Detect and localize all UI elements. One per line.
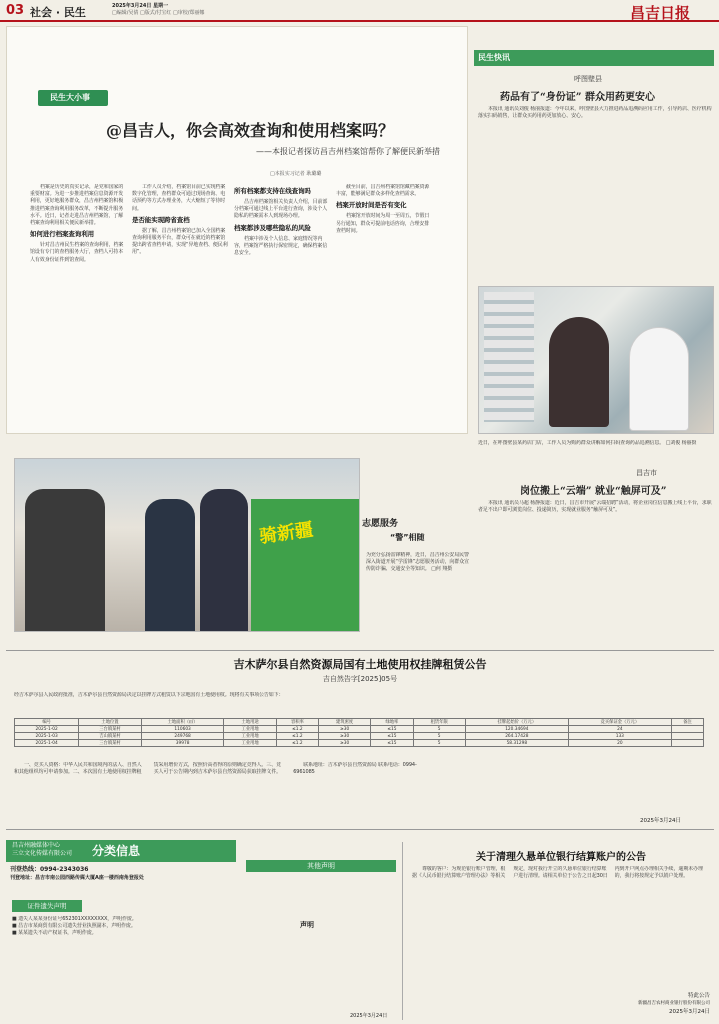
table-cell: ≤15	[371, 733, 413, 740]
dateline	[112, 3, 204, 17]
lead-byline: □本报实习记者 耿璐璐	[270, 171, 322, 177]
lead-subheading: 档案开放时间是否有变化	[336, 201, 407, 210]
table-cell: 39978	[141, 740, 224, 747]
table-header-cell: 挂牌起始价（万元）	[465, 719, 568, 726]
statement-date: 2025年3月24日	[350, 1013, 388, 1019]
table-cell: 58.31298	[465, 740, 568, 747]
lost-notice-items: ■ 遗失人某某身份证号652301XXXXXXXX，声明作废。 ■ 昌吉市某商贸有限公司遗失营业执照副本，声明作废。 ■ 某某遗失不动产权证书，声明作废。	[12, 916, 137, 937]
lost-notice-heading: 证件遗失声明	[12, 900, 82, 912]
notice-title: 吉木萨尔县自然资源局国有土地使用权挂牌租赁公告	[233, 658, 487, 671]
lead-column-3	[234, 184, 330, 420]
table-cell: 吉山镇某村	[79, 733, 141, 740]
table-header-cell: 建筑密度	[318, 719, 370, 726]
right-article-paragraph: 本报讯 通讯员马超 杨静报道：近日，昌吉市开展“云端招聘”活动，将企业岗位信息搬上线上平台，求职者足不出户即可浏览岗位、投递简历，实现就业服务“触屏可及”。	[478, 500, 712, 514]
table-cell: ≤1.2	[276, 740, 318, 747]
table-cell: ≤1.2	[276, 726, 318, 733]
volunteer-photo	[14, 458, 360, 632]
table-body	[15, 726, 704, 747]
column-divider	[402, 842, 403, 1020]
page-number: 03	[6, 3, 25, 18]
classifieds-phone: 刊登热线：0994-2343036	[10, 866, 89, 873]
bank-paragraph: 尊敬的客户：为规范银行账户管理，根据《人民币银行结算账户管理办法》等相关规定，现对我行开立的久悬单位银行结算账户进行清理。请相关单位于公告之日起30日内到开户网点办理相关手续，逾期未办理的，我行将按规定予以销户处理。	[412, 866, 703, 880]
lead-subheading: 所有档案都支持在线查询吗	[234, 187, 311, 195]
notice-table	[14, 718, 704, 747]
table-header-cell: 土地位置	[79, 719, 141, 726]
other-notice-heading: 其他声明	[246, 860, 396, 872]
photo-caption: 近日，在呼图壁县某药店门店，工作人员为购药群众讲解如何扫码查询药品追溯信息。 □刘俊 杨丽摄	[478, 440, 697, 446]
table-cell: 24	[568, 726, 671, 733]
table-cell: 工业用地	[224, 740, 276, 747]
table-cell	[671, 733, 703, 740]
table-header-row	[15, 719, 704, 726]
lead-title: @昌吉人，你会高效查询和使用档案吗？	[105, 121, 394, 140]
editors-line: □编辑/吴倩 □版式/付宝红 □审校/郑丽娜	[112, 10, 205, 16]
table-cell: 工业用地	[224, 726, 276, 733]
notice-paragraph: 一、竞买人资格：中华人民共和国境内的法人、自然人和其他组织均可申请参加。二、本次国有土地使用权挂牌租赁采用增价方式，按照价高者得的原则确定竞得人。三、竞买人可于公告期内到吉木萨尔县自然资源局获取挂牌文件。	[14, 762, 281, 776]
right-banner-label: 民生快讯	[478, 53, 510, 62]
table-cell: 20	[568, 740, 671, 747]
table-cell	[671, 726, 703, 733]
person-shape	[200, 489, 248, 632]
notice-intro: 经吉木萨尔县人民政府批准，吉木萨尔县自然资源局决定以挂牌方式租赁以下宗地国有土地使用权。现将有关事项公告如下：	[14, 692, 284, 698]
lead-paragraph: 档案馆开放时间为周一至周五，节假日另行通知，群众可提前电话咨询，合理安排查档时间。	[336, 213, 430, 234]
classifieds-title: 分类信息	[92, 844, 141, 858]
bank-signature	[620, 992, 710, 1016]
table-header-cell: 绿地率	[371, 719, 413, 726]
lead-subtitle: ——本报记者探访昌吉州档案馆帮你了解便民新举措	[256, 147, 440, 156]
right-article-paragraph: 本报讯 通讯员刘俊 杨丽报道：今年以来，呼图壁县大力推进药品追溯码应用工作，引导药店、医疗机构落实扫码销售，让群众买药用药更加放心、安心。	[478, 106, 712, 120]
table-cell: 三台镇某村	[79, 740, 141, 747]
shelf-shape	[484, 292, 534, 422]
lead-paragraph: 针对昌吉州民生档案的查询利用，档案馆设有专门的查档服务大厅，查档人可持本人有效身份证件到馆查阅。	[30, 242, 124, 263]
table-cell: ≥30	[318, 740, 370, 747]
issue-date: 2025年3月24日 星期一	[112, 3, 169, 9]
classifieds-org: 昌吉州融媒体中心 三立文化传媒有限公司	[12, 842, 73, 857]
lead-column-1	[30, 184, 126, 420]
lead-column-4	[336, 184, 432, 420]
lead-paragraph: 据了解，昌吉州档案馆已加入全国档案查询利用服务平台，群众可在就近的档案馆提出跨省查档申请，实现“异地查档、便民利用”。	[132, 227, 228, 256]
photo-caption: 为充分弘扬雷锋精神，近日，昌吉州公安局民警深入街道开展“学雷锋”志愿服务活动，向群众宣传防诈骗、交通安全等知识。 □何 翔摄	[366, 552, 469, 573]
right-banner	[474, 50, 714, 66]
person-shape	[629, 327, 689, 431]
table-header-cell: 备注	[671, 719, 703, 726]
bank-org: 新疆昌吉农村商业银行股份有限公司	[638, 1001, 710, 1006]
table-cell: 5	[413, 733, 465, 740]
pharmacy-photo	[478, 286, 714, 434]
table-cell: 三台镇某村	[79, 726, 141, 733]
table-cell: 133	[568, 733, 671, 740]
section-name: 社会 · 民生	[30, 6, 86, 19]
table-cell: ≤15	[371, 740, 413, 747]
lead-paragraph: 截至目前，昌吉州档案馆馆藏档案资源丰富，能够满足群众多样化查档需求。	[336, 184, 430, 198]
sign-board	[251, 499, 360, 632]
right-article-body	[478, 106, 714, 282]
lead-subheading: 档案都涉及哪些隐私的风险	[234, 223, 311, 232]
lead-paragraph: 工作人员介绍，档案馆目前已实现档案数字化管理，查档群众可通过现场查询、电话预约等方式办理业务，大大缩短了等待时间。	[132, 184, 226, 212]
table-row	[15, 740, 704, 747]
table-cell: 264.17428	[465, 733, 568, 740]
table-cell: 工业用地	[224, 733, 276, 740]
table-cell: 110603	[141, 726, 224, 733]
table-header-cell: 租赁年限	[413, 719, 465, 726]
bank-date: 2025年3月24日	[669, 1009, 710, 1015]
photo-caption-subtitle: “警”相随	[390, 533, 425, 542]
bank-notice-title: 关于清理久悬单位银行结算账户的公告	[476, 852, 646, 863]
classifieds-contact	[10, 866, 144, 882]
person-shape	[145, 499, 195, 632]
bank-notice-body	[412, 866, 710, 986]
photo-caption-title: 志愿服务	[362, 519, 399, 529]
notice-date: 2025年3月24日	[640, 818, 681, 824]
table-cell: 249768	[141, 733, 224, 740]
person-shape	[549, 317, 609, 427]
newspaper-brand: 昌吉日报	[630, 4, 691, 22]
table-header-cell: 土地用途	[224, 719, 276, 726]
table-header-cell: 土地面积（㎡）	[141, 719, 224, 726]
table-row	[15, 733, 704, 740]
lead-subheading: 如何进行档案查询利用	[30, 230, 95, 239]
statement-heading: 声明	[300, 921, 314, 929]
table-cell: ≥30	[318, 726, 370, 733]
lead-column-2	[132, 184, 228, 420]
right-article-title: 药品有了“身份证” 群众用药更安心	[500, 92, 655, 103]
lead-paragraph: 档案中涉及个人信息、家庭情况等内容，档案馆严格执行保密规定，确保档案信息安全。	[234, 235, 328, 257]
table-cell: 5	[413, 726, 465, 733]
table-cell: 2025-1-04	[15, 740, 79, 747]
table-cell: ≤15	[371, 726, 413, 733]
table-row	[15, 726, 704, 733]
table-cell: 2025-1-02	[15, 726, 79, 733]
right-article-body	[478, 500, 714, 640]
table-cell: 120.34694	[465, 726, 568, 733]
region-label: 昌吉市	[636, 469, 657, 477]
table-cell	[671, 740, 703, 747]
table-cell: ≥30	[318, 733, 370, 740]
classifieds-address: 刊登地址：昌吉市南公园西路传媒大厦A座一楼西南角登报处	[10, 875, 144, 881]
table-header-cell: 竞买保证金（万元）	[568, 719, 671, 726]
table-header-cell: 容积率	[276, 719, 318, 726]
table-cell: ≤1.2	[276, 733, 318, 740]
lead-paragraph: 昌吉州档案馆相关负责人介绍，目前部分档案可通过线上平台进行查询，涉及个人隐私的档案需本人到现场办理。	[234, 199, 328, 220]
person-shape	[25, 489, 105, 632]
masthead	[0, 0, 719, 22]
table-header-cell: 编号	[15, 719, 79, 726]
lead-tag: 民生大小事	[38, 90, 108, 106]
region-label: 呼图壁县	[574, 75, 602, 83]
lead-subheading: 是否能实现跨省查档	[132, 215, 190, 224]
table-cell: 2025-1-03	[15, 733, 79, 740]
sign-text: 骑新疆	[258, 519, 315, 548]
lead-paragraph: 档案是历史的真实记录，是党和国家的重要财富。为进一步推进档案信息资源开发利用，更好地服务群众，昌吉州档案馆积极推进档案查询利用服务改革，不断提升服务水平。近日，记者走进昌吉州档案馆，了解档案查询利用相关便民新举措。	[30, 184, 124, 227]
table-cell: 5	[413, 740, 465, 747]
right-article-title: 岗位搬上“云端” 就业“触屏可及”	[520, 486, 667, 497]
notice-body	[14, 762, 704, 812]
bank-sign: 特此公告	[687, 993, 710, 999]
notice-contact: 联系地址：吉木萨尔县自然资源局 联系电话：0994-6961085	[293, 762, 417, 776]
notice-number: 吉自然告字[2025]05号	[322, 675, 398, 683]
